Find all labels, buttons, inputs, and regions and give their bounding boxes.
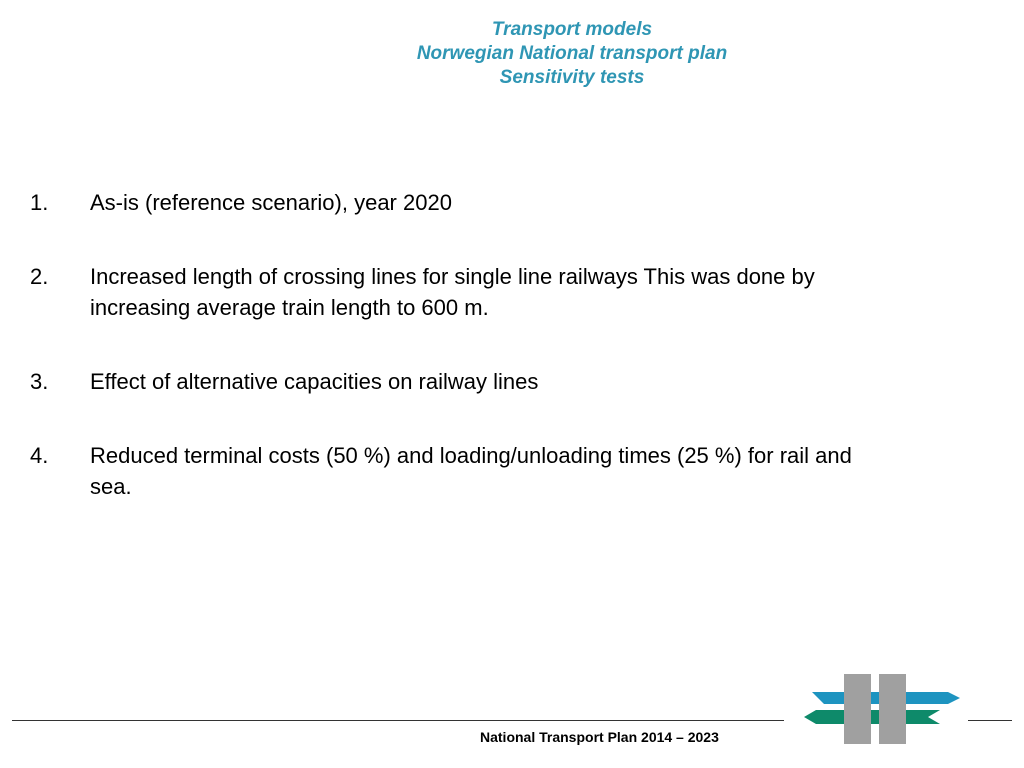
ntp-logo-icon — [788, 672, 964, 746]
list-item-number: 2. — [30, 264, 49, 289]
footer-text: National Transport Plan 2014 – 2023 — [480, 729, 719, 745]
logo-grey-bar-right — [879, 674, 906, 744]
list-item-number: 1. — [30, 190, 49, 215]
logo-blue-overlap — [871, 692, 879, 704]
list-item-number: 3. — [30, 369, 49, 394]
title-line-2: Norwegian National transport plan — [416, 43, 728, 64]
title-line-3: Sensitivity tests — [499, 67, 645, 88]
list-item-number: 4. — [30, 443, 49, 468]
list-item-text: Effect of alternative capacities on railway lines — [90, 369, 539, 394]
logo-grey-bar-left — [844, 674, 871, 744]
logo-green-overlap — [871, 710, 879, 724]
slide-title — [0, 18, 1024, 90]
list-item — [30, 440, 870, 502]
sensitivity-test-list — [30, 187, 870, 545]
list-item — [30, 366, 870, 397]
title-line-1: Transport models — [491, 19, 653, 40]
list-item — [30, 261, 870, 323]
footer-divider-right — [968, 720, 1012, 721]
footer-divider-left — [12, 720, 784, 721]
list-item-text: Reduced terminal costs (50 %) and loading/unloading times (25 %) for rail and sea. — [90, 443, 852, 499]
list-item-text: Increased length of crossing lines for single line railways This was done by increasing average train length to 600 m. — [90, 264, 815, 320]
list-item-text: As-is (reference scenario), year 2020 — [90, 190, 452, 215]
list-item — [30, 187, 870, 218]
